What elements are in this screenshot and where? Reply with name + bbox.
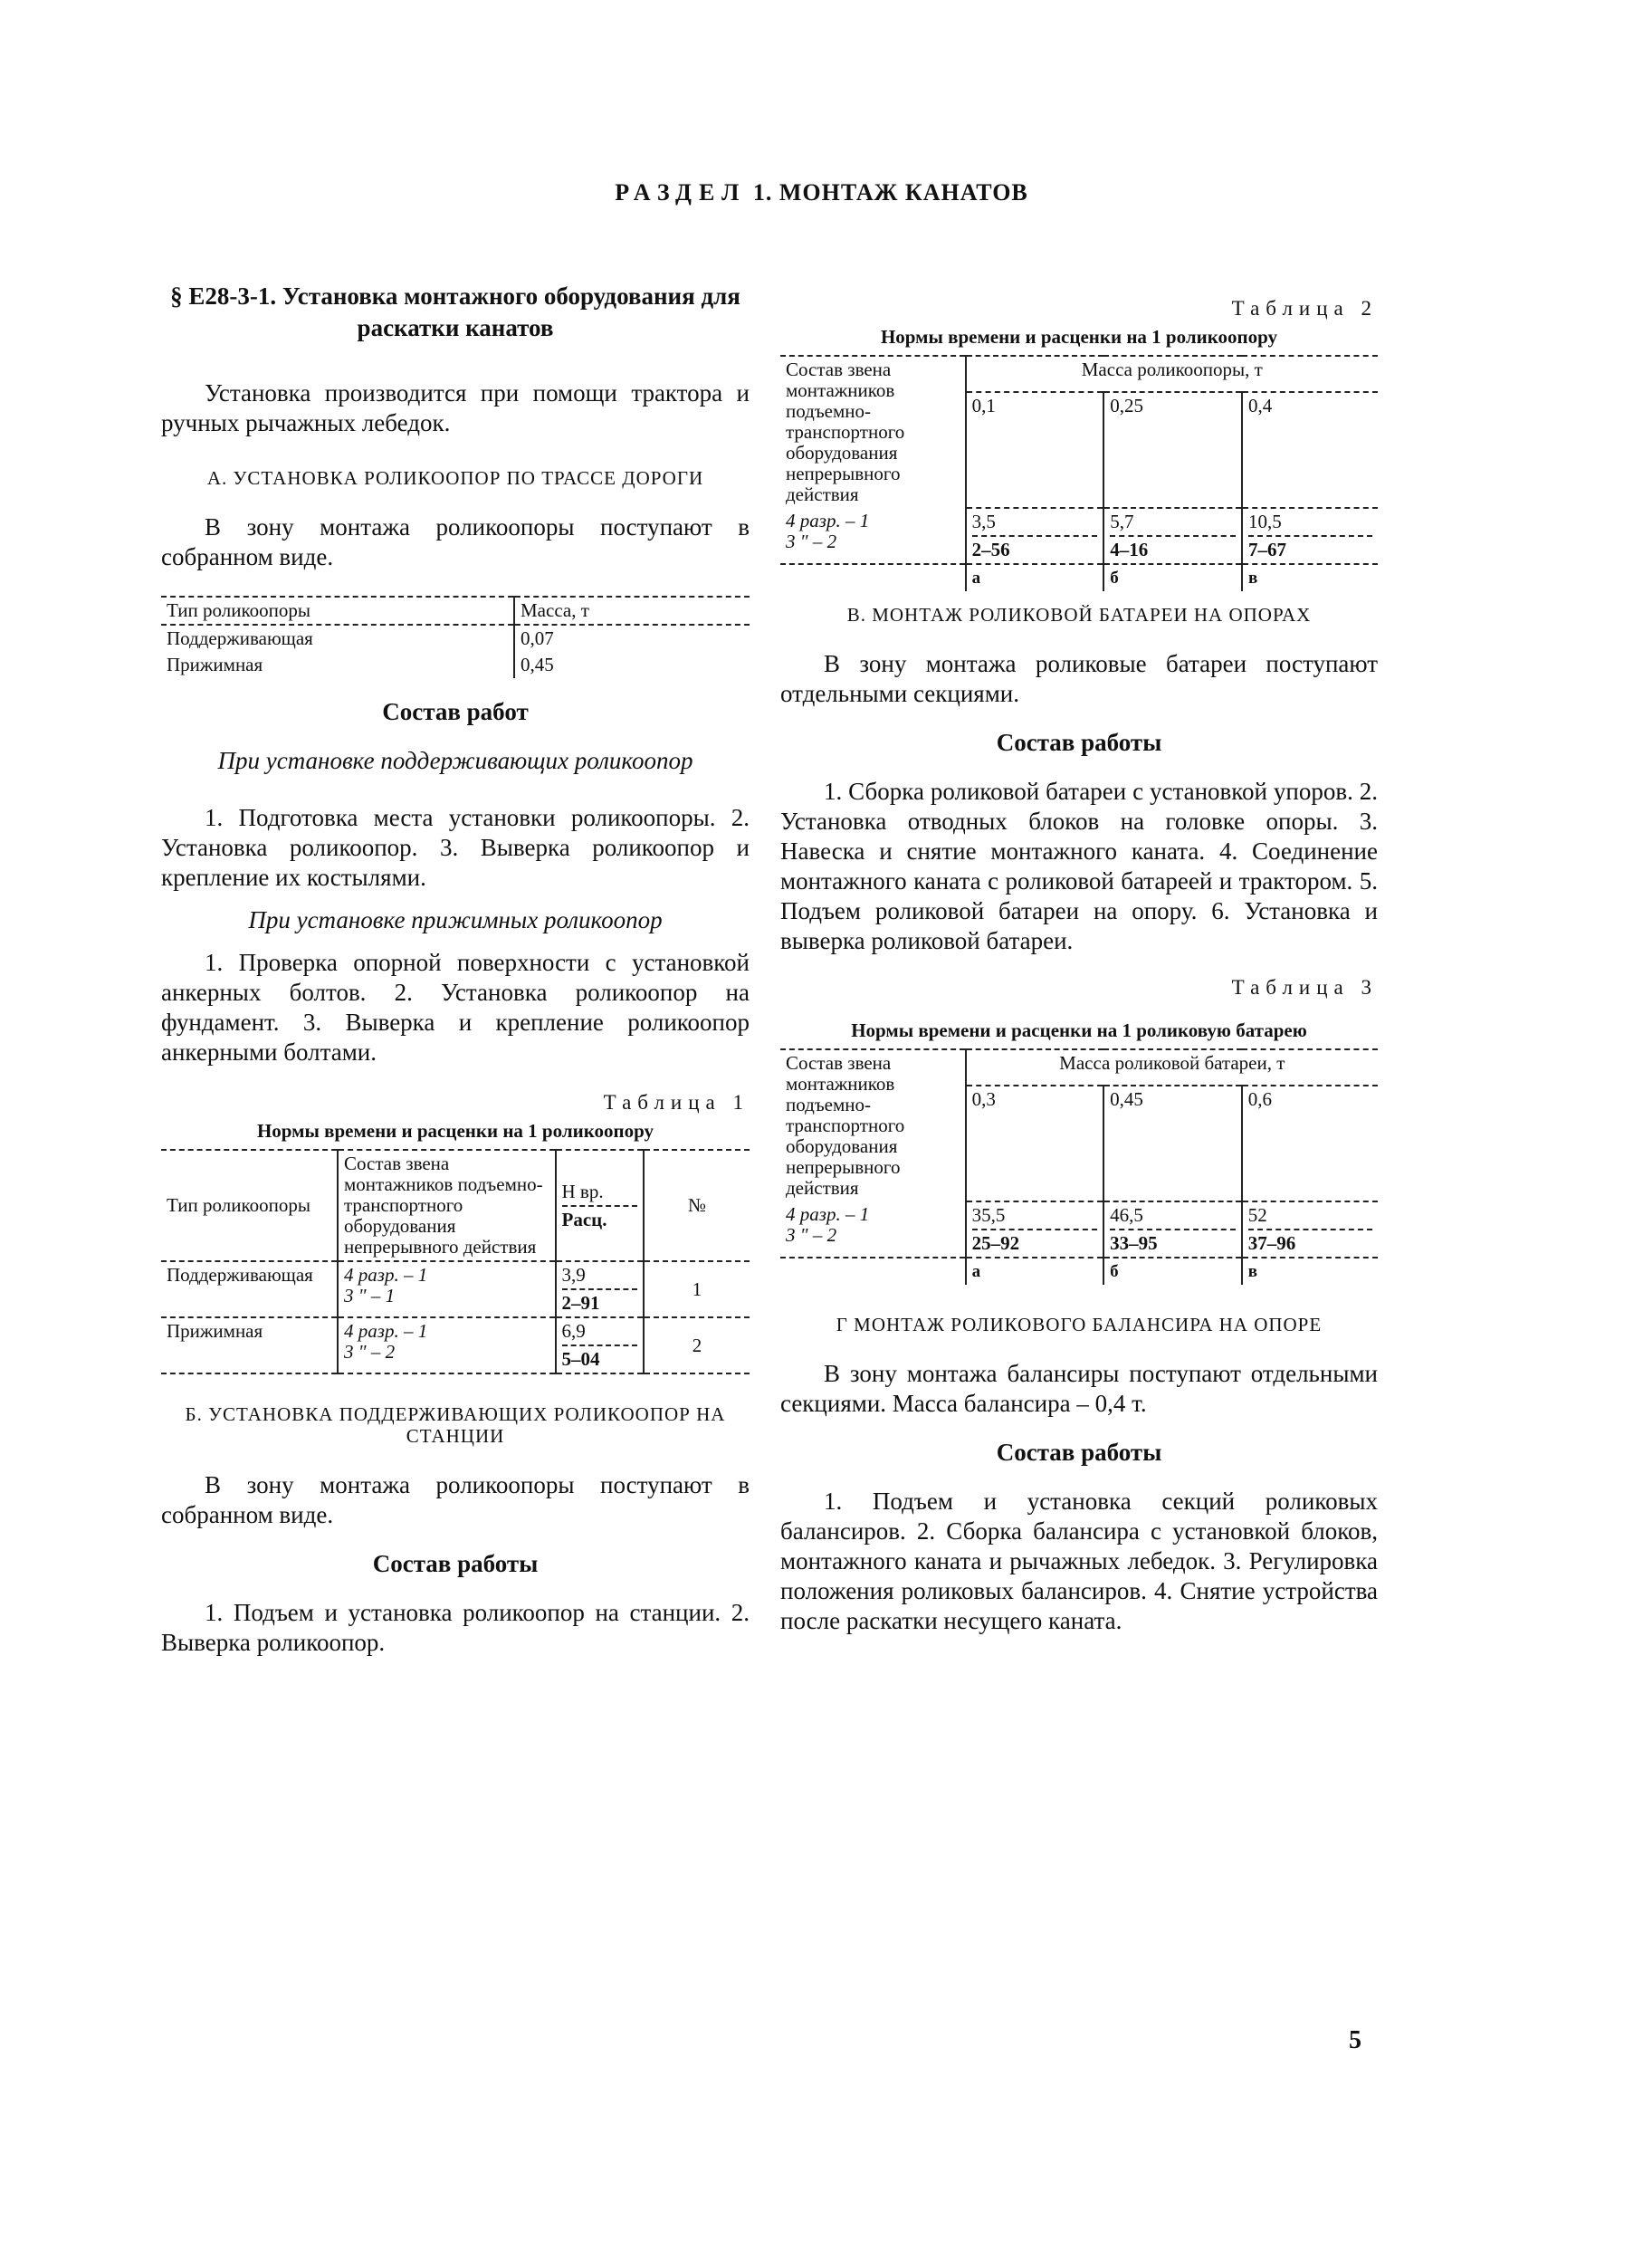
table2 xyxy=(780,355,1378,591)
paragraph-title: § Е28-3-1. Установка монтажного оборудования для раскатки канатов xyxy=(170,282,740,341)
table1-header-rasc: Расц. xyxy=(562,1205,638,1230)
crew-line: 4 разр. – 1 xyxy=(344,1264,428,1286)
table2-col: 0,25 xyxy=(1103,392,1242,508)
norm-time: 6,9 xyxy=(561,1320,586,1342)
table-row xyxy=(161,1317,750,1373)
mass-table-mass: 0,07 xyxy=(514,625,750,652)
rate: 33–95 xyxy=(1110,1229,1236,1254)
works-g-heading: Состав работы xyxy=(996,1439,1162,1466)
table3-cell xyxy=(1103,1201,1242,1258)
crew-line: 3 " – 2 xyxy=(786,531,837,552)
table2-letters xyxy=(780,564,1378,591)
table3-crew xyxy=(780,1201,966,1258)
column-letter: б xyxy=(1103,564,1242,591)
column-letter: а xyxy=(966,564,1104,591)
table2-cell xyxy=(1242,508,1378,564)
crew-line: 4 разр. – 1 xyxy=(786,1203,870,1225)
table2-cell xyxy=(966,508,1104,564)
table3-caption: Нормы времени и расценки на 1 роликовую батарею xyxy=(851,1019,1307,1041)
norm-time: 46,5 xyxy=(1110,1204,1143,1226)
norm-time: 3,5 xyxy=(971,511,996,532)
table1-caption: Нормы времени и расценки на 1 роликоопору xyxy=(256,1120,654,1142)
table1-header-norm xyxy=(556,1150,645,1261)
table3-header-mass: Масса роликовой батареи, т xyxy=(966,1049,1378,1086)
works-b-heading: Состав работы xyxy=(372,1550,539,1577)
works-g-text: 1. Подъем и установка секций роликовых балансиров. 2. Сборка балансира с установкой блоков, монтажного каната и рычажных лебедок. 3. Регулировка положения роликовых балансиров. 4. Снятие устройства после раскатки несущего каната. xyxy=(780,1488,1378,1634)
table2-col: 0,4 xyxy=(1242,392,1378,508)
subsection-b-heading: Б. УСТАНОВКА ПОДДЕРЖИВАЮЩИХ РОЛИКООПОР НА СТАНЦИИ xyxy=(185,1403,726,1447)
table1 xyxy=(161,1149,750,1374)
column-letter: в xyxy=(1242,1258,1378,1285)
mass-table xyxy=(161,596,750,678)
crew-line: 4 разр. – 1 xyxy=(786,510,870,531)
table2-col: 0,1 xyxy=(966,392,1104,508)
crew-line: 4 разр. – 1 xyxy=(344,1320,428,1342)
rate: 4–16 xyxy=(1110,535,1236,560)
crew-line: 3 " – 2 xyxy=(344,1341,396,1363)
left-column xyxy=(161,281,750,1658)
norm-time: 5,7 xyxy=(1110,511,1134,532)
table1-crew xyxy=(338,1317,556,1373)
table1-crew xyxy=(338,1261,556,1317)
table3-label: Таблица 3 xyxy=(1231,976,1378,999)
column-letter: а xyxy=(966,1258,1104,1285)
subsection-b-text: В зону монтажа роликоопоры поступают в собранном виде. xyxy=(161,1471,750,1528)
table3-cell xyxy=(1242,1201,1378,1258)
table1-header-type: Тип роликоопоры xyxy=(161,1150,338,1261)
norm-time: 3,9 xyxy=(561,1264,586,1286)
subsection-a-text: В зону монтажа роликоопоры поступают в собранном виде. xyxy=(161,513,750,570)
right-column xyxy=(780,281,1378,1636)
crew-line: 3 " – 2 xyxy=(786,1224,837,1246)
column-letter: б xyxy=(1103,1258,1242,1285)
table1-no: 1 xyxy=(644,1261,750,1317)
table3-col: 0,45 xyxy=(1103,1086,1242,1201)
rate: 5–04 xyxy=(562,1345,638,1370)
table3-col: 0,6 xyxy=(1242,1086,1378,1201)
table3 xyxy=(780,1048,1378,1285)
table2-crew xyxy=(780,508,966,564)
page-number: 5 xyxy=(1349,2026,1361,2054)
table-row xyxy=(161,1261,750,1317)
table2-header-mass: Масса роликоопоры, т xyxy=(966,356,1378,392)
intro-text: Установка производится при помощи трактора и ручных рычажных лебедок. xyxy=(161,379,750,436)
subsection-g-text: В зону монтажа балансиры поступают отдельными секциями. Масса балансира – 0,4 т. xyxy=(780,1360,1378,1417)
crew-line: 3 " – 1 xyxy=(344,1285,396,1306)
subsection-a-heading: А. УСТАНОВКА РОЛИКООПОР ПО ТРАССЕ ДОРОГИ xyxy=(206,467,704,489)
section-title-rest: 1. МОНТАЖ КАНАТОВ xyxy=(752,179,1028,206)
norm-time: 52 xyxy=(1247,1204,1267,1226)
table-row xyxy=(780,508,1378,564)
clamp-heading: При установке прижимных роликоопор xyxy=(248,906,663,933)
subsection-v-heading: В. МОНТАЖ РОЛИКОВОЙ БАТАРЕИ НА ОПОРАХ xyxy=(846,604,1312,626)
table1-type: Прижимная xyxy=(161,1317,338,1373)
section-word: РАЗДЕЛ xyxy=(615,179,747,206)
table1-norm xyxy=(556,1317,645,1373)
table-row xyxy=(780,1201,1378,1258)
norm-time: 35,5 xyxy=(971,1204,1006,1226)
mass-table-header-mass: Масса, т xyxy=(514,597,750,625)
column-letter: в xyxy=(1242,564,1378,591)
support-text: 1. Подготовка места установки роликоопоры. 2. Установка роликоопор. 3. Выверка роликоопор и крепление их костылями. xyxy=(161,804,750,891)
mass-table-mass: 0,45 xyxy=(514,652,750,678)
table1-header-no: № xyxy=(644,1150,750,1261)
works-v-heading: Состав работы xyxy=(996,729,1162,756)
norm-time: 10,5 xyxy=(1247,511,1282,532)
table1-norm xyxy=(556,1261,645,1317)
rate: 2–91 xyxy=(562,1288,638,1314)
table1-label: Таблица 1 xyxy=(603,1091,750,1114)
rate: 25–92 xyxy=(972,1229,1098,1254)
works-heading: Состав работ xyxy=(382,698,529,725)
table1-type: Поддерживающая xyxy=(161,1261,338,1317)
table3-col: 0,3 xyxy=(966,1086,1104,1201)
mass-table-header-type: Тип роликоопоры xyxy=(161,597,514,625)
subsection-v-text: В зону монтажа роликовые батареи поступают отдельными секциями. xyxy=(780,650,1378,707)
mass-table-type: Поддерживающая xyxy=(167,627,313,649)
table3-cell xyxy=(966,1201,1104,1258)
table3-letters xyxy=(780,1258,1378,1285)
table2-caption: Нормы времени и расценки на 1 роликоопору xyxy=(880,326,1278,348)
table2-header-crew: Состав звена монтажников подъемно-транспортного оборудования непрерывного действия xyxy=(780,356,966,508)
subsection-g-heading: Г МОНТАЖ РОЛИКОВОГО БАЛАНСИРА НА ОПОРЕ xyxy=(836,1314,1323,1335)
works-b-text: 1. Подъем и установка роликоопор на станции. 2. Выверка роликоопор. xyxy=(161,1599,750,1656)
clamp-text: 1. Проверка опорной поверхности с установкой анкерных болтов. 2. Установка роликоопор на фундамент. 3. Выверка и крепление роликоопор анкерными болтами. xyxy=(161,949,750,1066)
mass-table-type: Прижимная xyxy=(167,654,263,675)
page-header xyxy=(0,179,1643,206)
table3-header-crew: Состав звена монтажников подъемно-транспортного оборудования непрерывного действия xyxy=(780,1049,966,1201)
table1-header-nvr: Н вр. xyxy=(561,1180,604,1202)
support-heading: При установке поддерживающих роликоопор xyxy=(217,747,693,774)
table2-label: Таблица 2 xyxy=(1231,297,1378,320)
rate: 7–67 xyxy=(1248,535,1372,560)
works-v-text: 1. Сборка роликовой батареи с установкой упоров. 2. Установка отводных блоков на головке опоры. 3. Навеска и снятие монтажного каната. 4. Соединение монтажного каната с роликовой батареей и трактором. 5. Подъем роликовой батареи на опору. 6. Установка и выверка роликовой батареи. xyxy=(780,778,1378,954)
table1-no: 2 xyxy=(644,1317,750,1373)
rate: 37–96 xyxy=(1248,1229,1372,1254)
rate: 2–56 xyxy=(972,535,1098,560)
table2-cell xyxy=(1103,508,1242,564)
table1-header-crew: Состав звена монтажников подъемно-транспортного оборудования непрерывного действия xyxy=(338,1150,556,1261)
